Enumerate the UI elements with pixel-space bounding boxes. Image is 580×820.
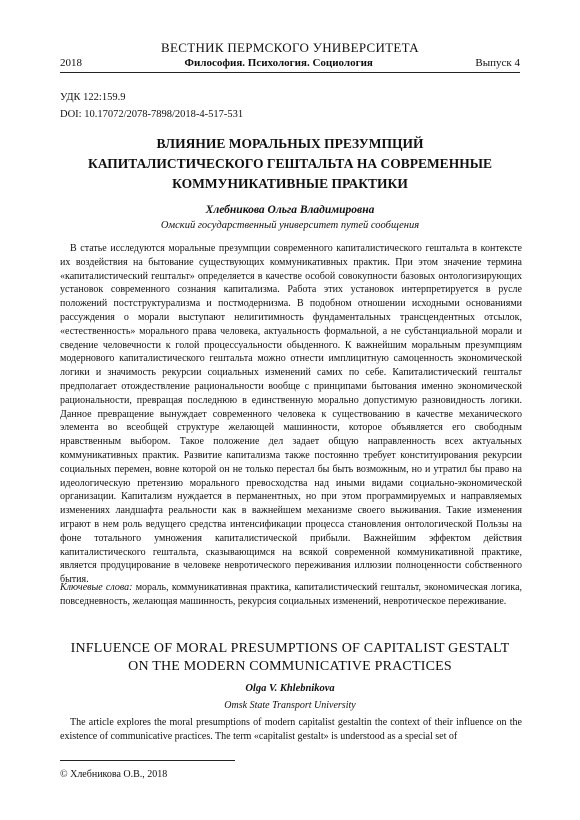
abstract-en: The article explores the moral presumptions of modern capitalist gestaltin the context of their influence on the existence of communicative practices. The term «capitalist gestalt» is understood as a special set of: [60, 717, 522, 742]
copyright-notice: © Хлебникова О.В., 2018: [60, 769, 168, 780]
article-title-ru: ВЛИЯНИЕ МОРАЛЬНЫХ ПРЕЗУМПЦИЙ КАПИТАЛИСТИЧЕСКОГО ГЕШТАЛЬТА НА СОВРЕМЕННЫЕ КОММУНИКАТИВНЫЕ ПРАКТИКИ: [88, 136, 492, 191]
footnote-rule: [60, 760, 235, 761]
abstract-ru: В статье исследуются моральные презумпции современного капиталистического гештальта в контексте их воздействия на бытование существующих коммуникативных практик. При этом значение термина «капиталистический гештальт» определяется в качестве особой совокупности базовых онтологизирующих установок современного сознания капитализма. Работа этих установок интерпретируется в русле положений постструктурализма и постмодернизма. В подобном отношении исходными основаниями рассуждения о морали выступают нелигитимность фундаментальных трансцендентных отсылок, «естественность» морального права человека, актуальность формальной, а не субстанциальной морали и сведение человечности к голой процессуальности обыденного. К важнейшим моральным презумпциям модернового капиталистического гештальта можно отнести имплицитную самоценность экономической логики и значимость рекурсии социальных изменений самих по себе. Капиталистический гештальт предполагает отождествление рациональности вообще с принципами бытования именно экономической рациональности, превращая последнюю в единственную морально допустимую разновидность логики. Данное превращение вынуждает современного человека к существованию в качестве механического элемента во всеобщей структуре желающей машинности, которое объявляется его свободным нравственным выбором. Такое положение дел задает общую направленность всех актуальных коммуникативных практик. Развитие капитализма также постоянно требует конституирования рекурсии социальных перемен, вовне которой он не только перестал бы быть возможным, но и утратил бы право на идеологическую претензию морального превосходства над иными видами социально-экономической организации. Капитализм нуждается в перманентных, но при этом программируемых и направляемых изменениях ландшафта реальности как в важнейшем механизме своего выживания. Такие изменения играют в нем роль ведущего средства интенсификации процесса становления онтологической Пользы на фоне тотального умножения капиталистической прибыли. Важнейшим эффектом действия капиталистического гештальта, сказывающимся на всякой современной коммуникативной практике, является продуцирование в человеке невротического переживания иллюзии полноценности собственного бытия.: [60, 243, 522, 586]
header-year: 2018: [60, 57, 82, 69]
keywords-text: мораль, коммуникативная практика, капиталистический гештальт, экономическая логика, повседневность, желающая машинность, рекурсия социальных изменений, невротическое переживание.: [60, 582, 523, 607]
keywords-label: Ключевые слова:: [60, 582, 133, 593]
header-rule: [60, 72, 520, 73]
udk-code: УДК 122:159.9: [60, 92, 126, 103]
header-section: Философия. Психология. Социология: [184, 57, 373, 69]
header-issue: Выпуск 4: [475, 57, 520, 69]
title-en-line-2: ON THE MODERN COMMUNICATIVE PRACTICES: [128, 659, 452, 674]
article-title-en: [60, 640, 520, 676]
doi-link[interactable]: DOI: 10.17072/2078-7898/2018-4-517-531: [60, 109, 244, 120]
journal-title: ВЕСТНИК ПЕРМСКОГО УНИВЕРСИТЕТА: [161, 40, 419, 55]
affiliation-ru: Омский государственный университет путей сообщения: [160, 220, 420, 231]
title-en-line-1: INFLUENCE OF MORAL PRESUMPTIONS OF CAPITALIST GESTALT: [70, 641, 510, 656]
keywords-paragraph: [60, 581, 522, 609]
affiliation-en: Omsk State Transport University: [224, 700, 356, 711]
author-name-en: Olga V. Khlebnikova: [245, 683, 335, 694]
author-name-ru: Хлебникова Ольга Владимировна: [205, 204, 375, 216]
running-header: [60, 57, 520, 69]
